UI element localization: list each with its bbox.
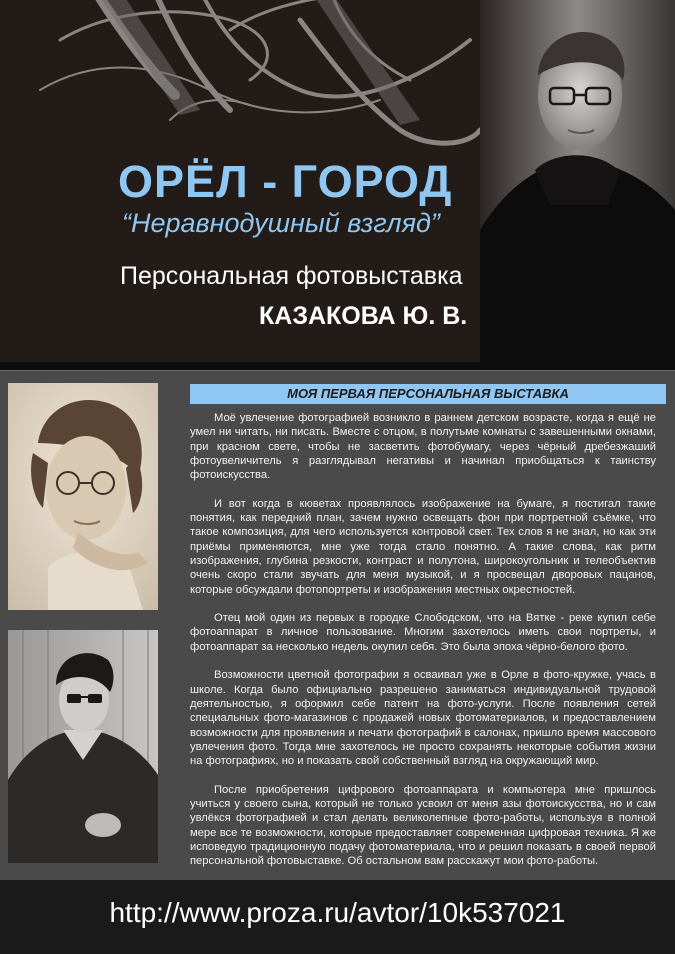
article-paragraph-5: После приобретения цифрового фотоаппарата и компьютера мне пришлось учиться у своего сына, который не только усвоил от меня азы фотоискусства, но и сам увлёкся фотографией и стал делать великолепные фото-работы, используя в полной мере все те возможности, которые предоставляет современная цифровая техника. Я же исповедую традиционную подачу фотоматериала, что и решил показать в своей первой персональной фотовыставке. Об остальном вам расскажут мои фото-работы. xyxy=(190,783,656,868)
exhibition-label: Персональная фотовыставка xyxy=(120,262,463,290)
article-paragraph-4: Возможности цветной фотографии я осваивал уже в Орле в фото-кружке, учась в школе. Когда было официально разрешено заниматься индивидуальной трудовой деятельностью, я оформил себе патент на фото-услуги. После появления сетей специальных фото-магазинов с продажей новых фотоматериалов, и предоставлением возможности для проявления и печати фотографий в салонах, пришло время массового увлечения фото. Тогда мне захотелось не просто сохранять некоторые события жизни на фотографиях, но и показать свой собственный взгляд на окружающий мир. xyxy=(190,669,656,768)
section-title: МОЯ ПЕРВАЯ ПЕРСОНАЛЬНАЯ ВЫСТАВКА xyxy=(287,386,569,401)
header-divider xyxy=(0,362,675,370)
poster-footer xyxy=(0,880,675,954)
monogram-logo xyxy=(0,0,480,150)
author-portrait-photo xyxy=(480,0,675,362)
article-body xyxy=(190,411,656,883)
poster-header xyxy=(0,0,675,362)
section-header-bar xyxy=(190,384,666,404)
author-name: КАЗАКОВА Ю. В. xyxy=(259,302,468,330)
poster-subtitle: “Неравнодушный взгляд” xyxy=(122,208,440,238)
article-paragraph-2: И вот когда в кюветах проявлялось изображение на бумаге, я постигал такие понятия, как передний план, зачем нужно освещать фон при портретной съёмке, что такое композиция, для чего используется контровой свет. Тех слов я не знал, но как эти приёмы применяются, мне уже тогда стало понятно. А такие слова, как ритм изображения, глубина резкости, контраст и полутона, широкоугольник и телеобъектив очень скоро стали звучать для меня музыкой, и я просвещал дворовых пацанов, которые обсуждали фотопортреты и изображения местных окрестностей. xyxy=(190,497,656,596)
poster-title: ОРЁЛ - ГОРОД xyxy=(118,156,453,207)
article-paragraph-1: Моё увлечение фотографией возникло в раннем детском возрасте, когда я ещё не умел ни читать, ни писать. Вместе с отцом, в полутьме комнаты с завешенными окнами, при красном свете, чтобы не засветить фотобумагу, через чёрный дребезжаший фотоувеличитель я разглядывал негативы и начинал приобщаться к таинству фотоискусства. xyxy=(190,412,656,482)
young-man-bw-photo xyxy=(8,630,158,863)
young-portrait-sepia-photo xyxy=(8,383,158,610)
author-url-link[interactable]: http://www.proza.ru/avtor/10k537021 xyxy=(109,897,566,928)
article-paragraph-3: Отец мой один из первых в городке Слободском, что на Вятке - реке купил себе фотоаппарат в личное пользование. Многим захотелось иметь свои портреты, и фотоаппарат за несколько недель окупил себя. Это была эпоха чёрно-белого фото. xyxy=(190,612,656,653)
